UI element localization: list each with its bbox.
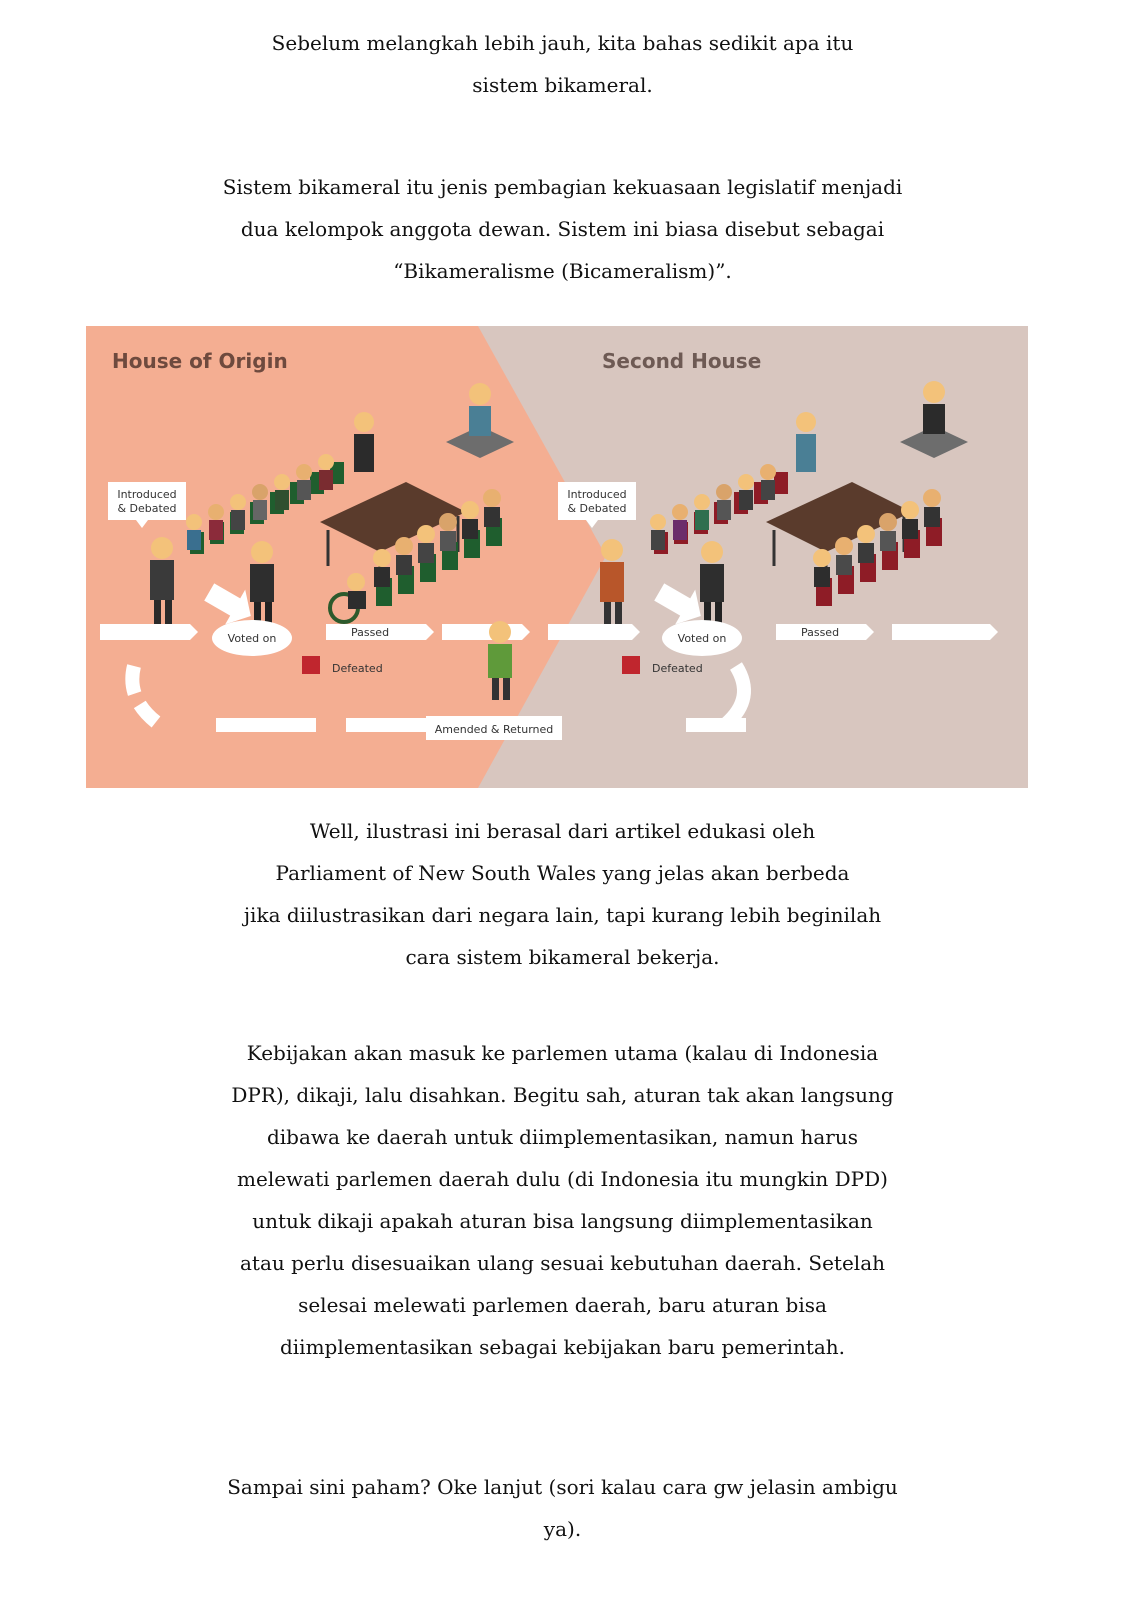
source-line: Parliament of New South Wales yang jelas akan berbeda (275, 861, 850, 885)
source-paragraph (0, 810, 1125, 978)
second-house-title: Second House (602, 349, 762, 373)
second-bin-icon (622, 656, 640, 674)
origin-introduced-label-line1: Introduced (117, 488, 177, 501)
second-defeated-label: Defeated (652, 662, 703, 675)
origin-voter-icon (251, 541, 273, 563)
second-introducer-icon (601, 539, 623, 561)
arrow-right-icon (442, 624, 530, 640)
origin-speaker-icon (354, 412, 374, 432)
closing-line: Sampai sini paham? Oke lanjut (sori kalau cara gw jelasin ambigu (227, 1475, 898, 1499)
explanation-line: DPR), dikaji, lalu disahkan. Begitu sah, aturan tak akan langsung (231, 1083, 894, 1107)
explanation-line: atau perlu disesuaikan ulang sesuai kebutuhan daerah. Setelah (239, 1251, 886, 1275)
closing-paragraph (0, 1466, 1125, 1550)
source-line: jika diilustrasikan dari negara lain, tapi kurang lebih beginilah (243, 903, 882, 927)
origin-voted-on-label: Voted on (227, 632, 277, 645)
explanation-line: dibawa ke daerah untuk diimplementasikan, namun harus (266, 1125, 858, 1149)
origin-introduced-label-line2: & Debated (117, 502, 177, 515)
second-introduced-label-line1: Introduced (567, 488, 627, 501)
explanation-line: melewati parlemen daerah dulu (di Indonesia itu mungkin DPD) (237, 1167, 888, 1191)
intro-line: sistem bikameral. (472, 73, 653, 97)
second-speaker-icon (796, 412, 816, 432)
messenger-icon (489, 621, 511, 643)
arrow-right-icon (548, 624, 640, 640)
explanation-line: selesai melewati parlemen daerah, baru aturan bisa (298, 1293, 827, 1317)
arrow-right-icon (892, 624, 998, 640)
definition-paragraph (0, 166, 1125, 292)
origin-president-icon (469, 383, 491, 405)
closing-line: ya). (543, 1517, 582, 1541)
definition-line: Sistem bikameral itu jenis pembagian kekuasaan legislatif menjadi (222, 175, 903, 199)
second-president-icon (923, 381, 945, 403)
explanation-paragraph (0, 1032, 1125, 1368)
origin-introducer-icon (151, 537, 173, 559)
source-line: cara sistem bikameral bekerja. (405, 945, 720, 969)
amended-returned-label: Amended & Returned (434, 723, 554, 736)
intro-paragraph (0, 22, 1125, 106)
origin-passed-label: Passed (350, 626, 390, 639)
bicameral-illustration (86, 326, 1028, 788)
explanation-line: untuk dikaji apakah aturan bisa langsung diimplementasikan (252, 1209, 873, 1233)
explanation-line: Kebijakan akan masuk ke parlemen utama (kalau di Indonesia (246, 1041, 879, 1065)
source-line: Well, ilustrasi ini berasal dari artikel edukasi oleh (309, 819, 816, 843)
house-of-origin-title: House of Origin (112, 349, 288, 373)
origin-defeated-label: Defeated (332, 662, 383, 675)
explanation-line: diimplementasikan sebagai kebijakan baru pemerintah. (279, 1335, 846, 1359)
arrow-right-icon (100, 624, 198, 640)
return-path-icon (216, 718, 316, 732)
second-voted-on-label: Voted on (677, 632, 727, 645)
definition-line: “Bikameralisme (Bicameralism)”. (393, 259, 732, 283)
second-passed-label: Passed (800, 626, 840, 639)
intro-line: Sebelum melangkah lebih jauh, kita bahas sedikit apa itu (271, 31, 854, 55)
origin-bin-icon (302, 656, 320, 674)
definition-line: dua kelompok anggota dewan. Sistem ini biasa disebut sebagai (240, 217, 885, 241)
second-voter-icon (701, 541, 723, 563)
second-introduced-label-line2: & Debated (567, 502, 627, 515)
